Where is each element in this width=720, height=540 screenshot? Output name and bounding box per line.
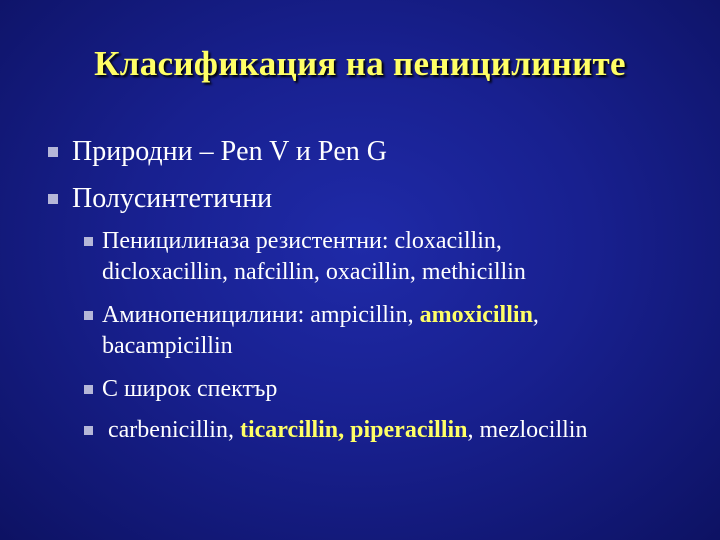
square-bullet-icon: [84, 237, 93, 246]
highlighted-drug: ticarcillin, piperacillin: [239, 417, 468, 443]
highlighted-drug: amoxicillin: [419, 302, 533, 328]
square-bullet-icon: [84, 426, 93, 435]
square-bullet-icon: [84, 385, 93, 394]
square-bullet-icon: [84, 311, 93, 320]
sub-bullet-text: [102, 415, 587, 446]
sub-bullet-text-line1: [102, 300, 539, 331]
slide-title: Класификация на пеницилините: [94, 44, 626, 83]
square-bullet-icon: [48, 194, 58, 204]
sub-bullet-text-line2: dicloxacillin, nafcillin, oxacillin, methicillin: [102, 259, 526, 285]
bullet-text: Полусинтетични: [72, 183, 273, 214]
bullet-text: Природни – Pen V и Pen G: [72, 136, 388, 167]
text-segment: Аминопеницилини: ampicillin,: [102, 302, 420, 328]
sub-bullet-text-line1: Пеницилиназа резистентни: cloxacillin,: [102, 228, 502, 254]
sub-bullet-text-line2: bacampicillin: [102, 333, 233, 359]
square-bullet-icon: [48, 147, 58, 157]
text-segment: , mezlocillin: [467, 417, 588, 443]
text-segment: ,: [532, 302, 539, 328]
sub-bullet-text: С широк спектър: [102, 376, 278, 402]
text-segment: carbenicillin,: [102, 417, 240, 443]
